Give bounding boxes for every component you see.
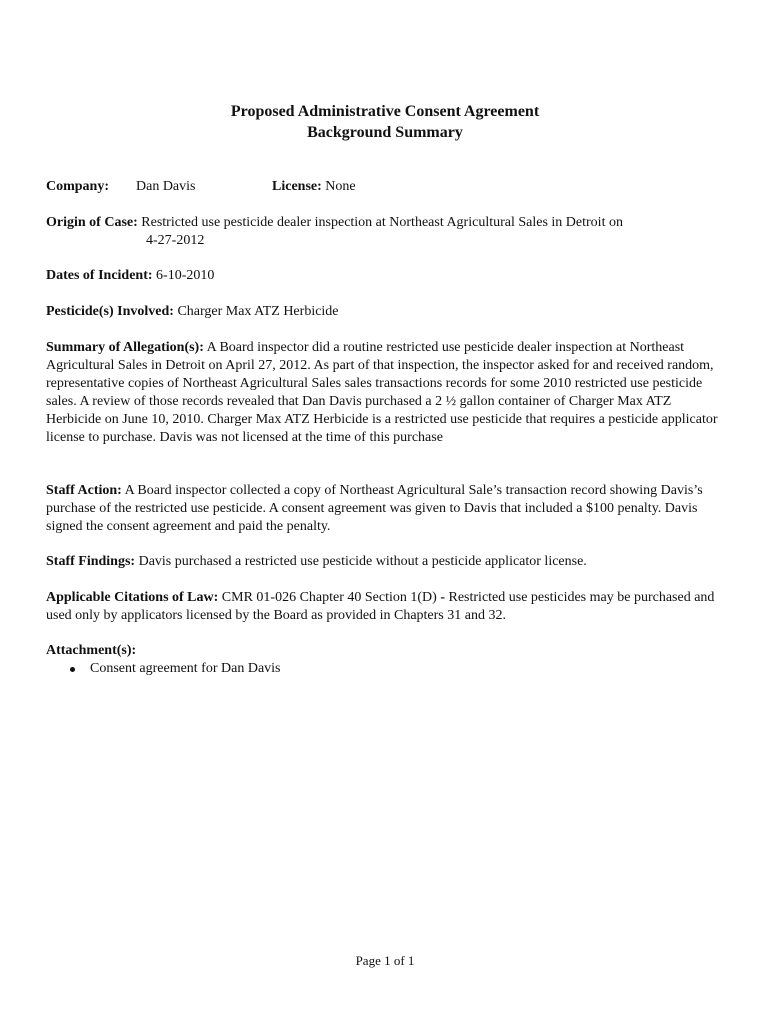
staff-findings-label: Staff Findings: (46, 554, 136, 569)
license-field (272, 178, 356, 196)
attachments-list (46, 660, 281, 678)
summary-of-allegations (46, 339, 726, 447)
license-label: License: (272, 179, 322, 194)
citations-text-2: Restricted use pesticides may be purchased and used only by applicators licensed by the Board as provided in Chapters 31 and 32. (46, 590, 715, 623)
origin-date: 4-27-2012 (146, 233, 205, 248)
company-value: Dan Davis (136, 179, 196, 194)
pesticides-value: Charger Max ATZ Herbicide (177, 304, 339, 319)
staff-action-label: Staff Action: (46, 483, 122, 498)
citations-label: Applicable Citations of Law: (46, 590, 219, 605)
staff-action (46, 482, 726, 536)
pesticides-involved (46, 303, 726, 321)
document-subtitle: Background Summary (307, 124, 463, 141)
summary-text: A Board inspector did a routine restricted use pesticide dealer inspection at Northeast Agricultural Sales in Detroit on April 27, 2012. As part of that inspection, the inspector asked for and received random, representative copies of Northeast Agricultural Sales sales transactions records for some 2010 restricted use pesticide sales. A review of those records revealed that Dan Davis purchased a 2 ½ gallon container of Charger Max ATZ Herbicide on June 10, 2010. Charger Max ATZ Herbicide is a restricted use pesticide that requires a pesticide applicator license to purchase. Davis was not licensed at the time of this purchase (46, 340, 718, 445)
company-label: Company: (46, 179, 110, 194)
page-number: Page 1 of 1 (355, 953, 415, 968)
staff-action-text: A Board inspector collected a copy of Northeast Agricultural Sale’s transaction record showing Davis’s purchase of the restricted use pesticide. A consent agreement was given to Davis that included a $100 penalty. Davis signed the consent agreement and paid the penalty. (46, 483, 703, 534)
citations-dash: - (440, 590, 445, 605)
origin-value: Restricted use pesticide dealer inspection at Northeast Agricultural Sales in Detroit on (141, 215, 623, 230)
attachments-heading (46, 642, 726, 660)
applicable-citations (46, 589, 726, 625)
summary-label: Summary of Allegation(s): (46, 340, 204, 355)
staff-findings-text: Davis purchased a restricted use pesticide without a pesticide applicator license. (138, 554, 587, 569)
citations-text: CMR 01-026 Chapter 40 Section 1(D) (221, 590, 437, 605)
document-title: Proposed Administrative Consent Agreement (230, 103, 540, 120)
license-value: None (325, 179, 356, 194)
staff-findings (46, 553, 726, 571)
dates-of-incident (46, 267, 726, 285)
dates-label: Dates of Incident: (46, 268, 153, 283)
attachments-label: Attachment(s): (46, 643, 137, 658)
origin-of-case (46, 214, 726, 250)
list-item: Consent agreement for Dan Davis (46, 660, 281, 678)
origin-label: Origin of Case: (46, 215, 138, 230)
dates-value: 6-10-2010 (156, 268, 215, 283)
pesticides-label: Pesticide(s) Involved: (46, 304, 174, 319)
